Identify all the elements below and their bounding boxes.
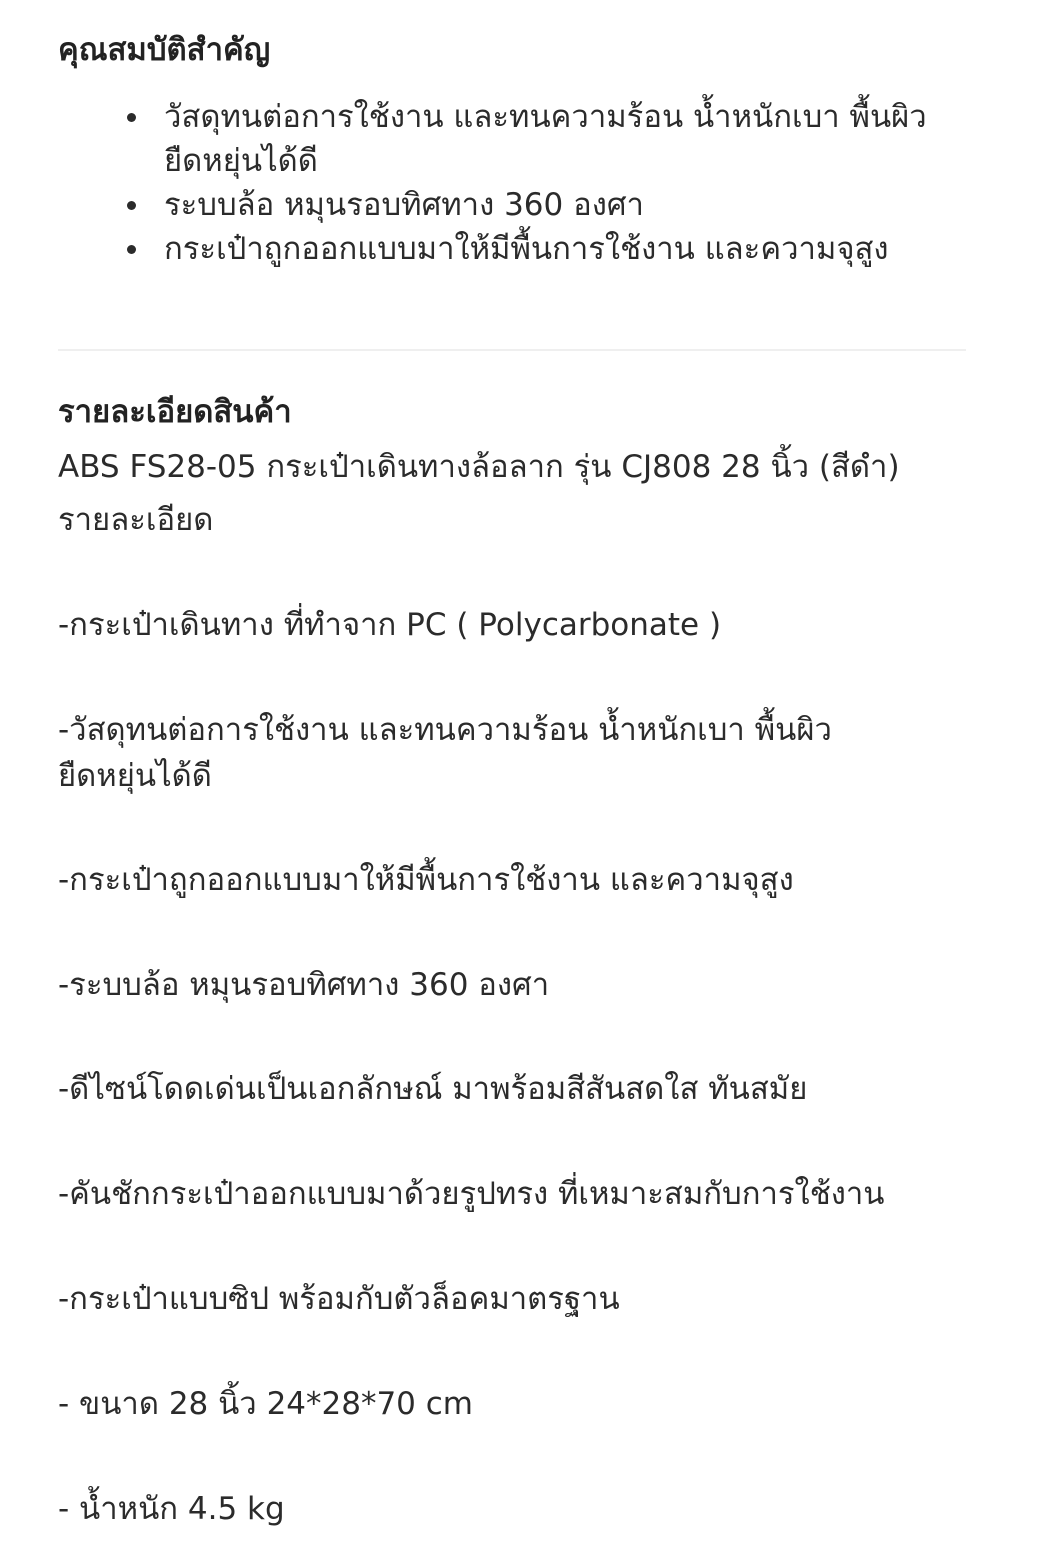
- detail-line: -วัสดุทนต่อการใช้งาน และทนความร้อน น้ำหนักเบา พื้นผิวยืดหยุ่นได้ดี: [58, 712, 832, 794]
- detail-line: -กระเป๋าเดินทาง ที่ทำจาก PC ( Polycarbonate ): [58, 607, 722, 643]
- detail-line: -ดีไซน์โดดเด่นเป็นเอกลักษณ์ มาพร้อมสีสันสดใส ทันสมัย: [58, 1071, 808, 1107]
- details-label: รายละเอียด: [58, 502, 214, 538]
- detail-line: -ระบบล้อ หมุนรอบทิศทาง 360 องศา: [58, 967, 550, 1003]
- bullet-icon: [127, 201, 136, 210]
- key-feature-text: ระบบล้อ หมุนรอบทิศทาง 360 องศา: [164, 187, 644, 223]
- key-feature-item: [58, 95, 968, 183]
- detail-line: - น้ำหนัก 4.5 kg: [58, 1491, 285, 1527]
- key-feature-item: [58, 183, 968, 227]
- key-feature-text: วัสดุทนต่อการใช้งาน และทนความร้อน น้ำหนักเบา พื้นผิวยืดหยุ่นได้ดี: [164, 99, 927, 179]
- key-feature-item: [58, 227, 968, 271]
- bullet-icon: [127, 113, 136, 122]
- bullet-icon: [127, 245, 136, 254]
- key-features-list: [58, 95, 968, 271]
- detail-line: -กระเป๋าถูกออกแบบมาให้มีพื้นการใช้งาน และความจุสูง: [58, 862, 794, 898]
- product-name: ABS FS28-05 กระเป๋าเดินทางล้อลาก รุ่น CJ808 28 นิ้ว (สีดำ): [58, 449, 900, 485]
- section-divider: [58, 349, 966, 351]
- key-features-title: คุณสมบัติสำคัญ: [58, 32, 271, 68]
- product-details-title: รายละเอียดสินค้า: [58, 394, 292, 430]
- detail-line: - ขนาด 28 นิ้ว 24*28*70 cm: [58, 1386, 474, 1422]
- detail-line: -กระเป๋าแบบซิป พร้อมกับตัวล็อคมาตรฐาน: [58, 1281, 620, 1317]
- detail-line: -คันชักกระเป๋าออกแบบมาด้วยรูปทรง ที่เหมาะสมกับการใช้งาน: [58, 1176, 885, 1212]
- key-feature-text: กระเป๋าถูกออกแบบมาให้มีพื้นการใช้งาน และความจุสูง: [164, 231, 889, 267]
